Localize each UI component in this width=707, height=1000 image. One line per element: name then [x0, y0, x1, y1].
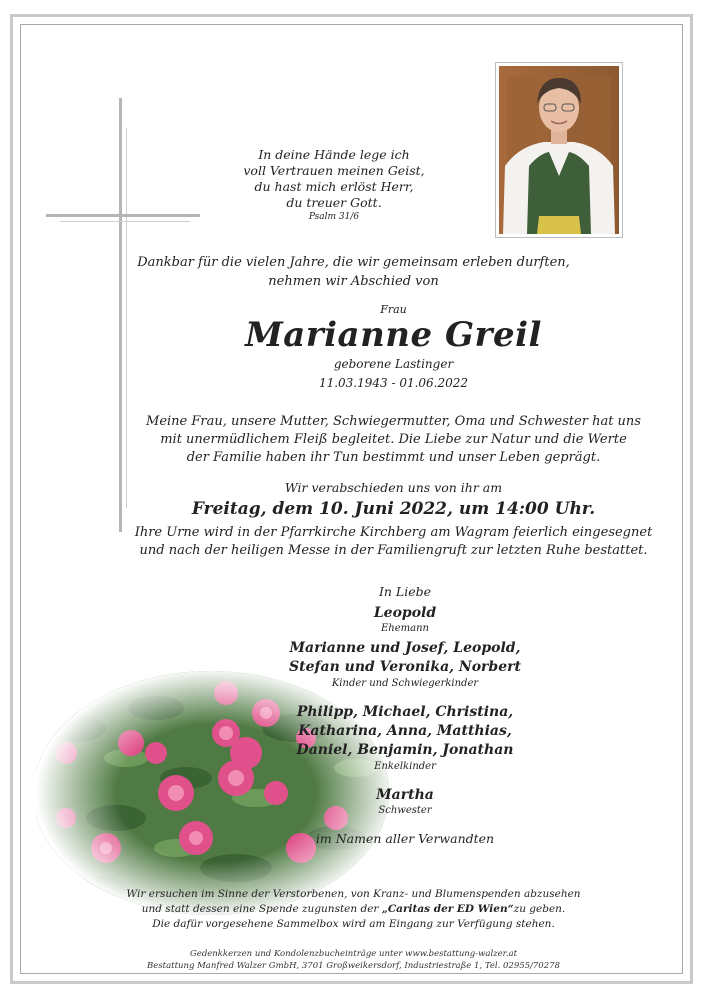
footer-line: Gedenkkerzen und Kondolenzbucheinträge unter www.bestattung-walzer.at [190, 949, 517, 959]
donation-text [0, 887, 707, 932]
ceremony-text [40, 524, 707, 560]
donation-line: und statt dessen eine Spende zugunsten der „Caritas der ED Wien“zu geben. [141, 903, 566, 915]
birth-name: geborene Lastinger [333, 357, 454, 371]
tribute-line: Meine Frau, unsere Mutter, Schwiegermutter, Oma und Schwester hat uns [146, 414, 641, 429]
tribute-line: der Familie haben ihr Tun bestimmt und unser Leben geprägt. [186, 450, 601, 465]
footer [0, 948, 707, 972]
mourner-relation: Schwester [378, 805, 432, 816]
mourner-names: Marianne und Josef, Leopold, [289, 640, 521, 656]
mourner-relation: Ehemann [381, 623, 429, 634]
mourner-names: Stefan und Veronika, Norbert [289, 659, 521, 675]
intro-line: nehmen wir Abschied von [268, 274, 439, 289]
intro-line: Dankbar für die vielen Jahre, die wir gemeinsam erleben durften, [137, 255, 570, 270]
portrait-photo [495, 62, 623, 238]
life-dates: 11.03.1943 - 01.06.2022 [318, 376, 469, 390]
farewell-intro: Wir verabschieden uns von ihr am [284, 480, 503, 495]
verse-line: In deine Hände lege ich [258, 147, 410, 162]
bible-verse [200, 147, 468, 223]
donation-line: Wir ersuchen im Sinne der Verstorbenen, von Kranz- und Blumenspenden abzusehen [126, 888, 581, 900]
verse-line: du treuer Gott. [286, 195, 382, 210]
deceased-name: Marianne Greil [245, 315, 542, 355]
tribute-text [40, 413, 707, 467]
mourner-relation: Enkelkinder [374, 761, 436, 772]
intro-text [0, 253, 707, 291]
mourner-names: Philipp, Michael, Christina, [296, 704, 514, 720]
verse-line: voll Vertrauen meinen Geist, [243, 163, 425, 178]
tribute-line: mit unermüdlichem Fleiß begleitet. Die Liebe zur Natur und die Werte [160, 432, 627, 447]
in-love: In Liebe [378, 584, 432, 599]
verse-source: Psalm 31/6 [308, 212, 360, 222]
mourner-names: Leopold [373, 605, 437, 621]
mourner-names: Daniel, Benjamin, Jonathan [296, 742, 514, 758]
ceremony-line: und nach der heiligen Messe in der Familiengruft zur letzten Ruhe bestattet. [139, 543, 648, 558]
charity-name: „Caritas der ED Wien“ [381, 903, 514, 915]
verse-line: du hast mich erlöst Herr, [254, 179, 414, 194]
farewell-date: Freitag, dem 10. Juni 2022, um 14:00 Uhr. [191, 499, 596, 519]
mourner-names: Martha [376, 787, 434, 803]
mourner-relation: Kinder und Schwiegerkinder [331, 678, 479, 689]
donation-line: Die dafür vorgesehene Sammelbox wird am Eingang zur Verfügung stehen. [152, 918, 555, 930]
mourners-block [260, 584, 550, 846]
mourner-names: Katharina, Anna, Matthias, [298, 723, 512, 739]
footer-line: Bestattung Manfred Walzer GmbH, 3701 Großweikersdorf, Industriestraße 1, Tel. 02955/70278 [147, 961, 560, 971]
ceremony-line: Ihre Urne wird in der Pfarrkirche Kirchberg am Wagram feierlich eingesegnet [134, 525, 653, 540]
salutation: Frau [380, 303, 407, 316]
relatives: im Namen aller Verwandten [315, 831, 495, 846]
